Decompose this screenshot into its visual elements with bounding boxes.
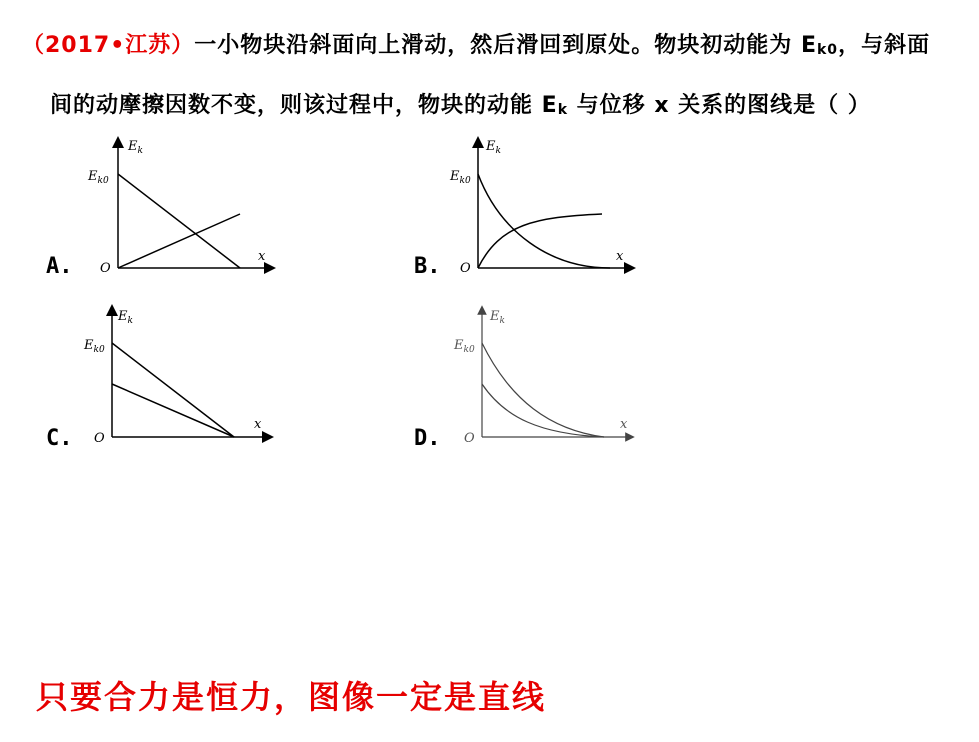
question-line2-tail: 与位移 x 关系的图线是（ ） xyxy=(568,93,871,118)
graph-b xyxy=(440,132,640,277)
graph-d-curve-up xyxy=(482,343,604,437)
question-line2-sub: k xyxy=(557,102,569,118)
svg-text:Ek0 xyxy=(83,338,105,355)
svg-text:Ek xyxy=(485,139,501,156)
graph-c xyxy=(78,300,278,445)
conclusion-note: 只要合力是恒力，图像一定是直线 xyxy=(36,678,547,716)
graph-b-ek0: E xyxy=(450,169,460,184)
graph-c-ek0-sub: k0 xyxy=(93,345,105,355)
graph-b-curve-down xyxy=(478,214,602,268)
graph-c-ek0: E xyxy=(84,338,94,353)
graph-a-xlabel: x xyxy=(258,249,266,264)
graph-c-ylabel-sub: k xyxy=(127,316,133,326)
graph-a xyxy=(80,132,280,277)
graph-d-origin: O xyxy=(464,431,475,445)
graph-b-xlabel: x xyxy=(616,249,624,264)
graph-d xyxy=(440,300,640,445)
graph-b-ylabel-sub: k xyxy=(495,146,501,156)
svg-text:Ek0 xyxy=(453,338,475,355)
question-line1-text: 一小物块沿斜面向上滑动，然后滑回到原处。物块初动能为 E xyxy=(194,33,817,58)
graph-a-line-up xyxy=(118,174,240,268)
graph-b-origin: O xyxy=(460,261,471,276)
graph-c-line-down xyxy=(112,384,234,437)
question-line-1 xyxy=(22,28,930,59)
graph-c-ylabel: E xyxy=(118,309,128,324)
graph-d-ek0-sub: k0 xyxy=(463,345,475,355)
question-source: （2017•江苏） xyxy=(22,33,195,58)
graph-d-ek0: E xyxy=(454,338,464,353)
graph-c-line-up xyxy=(112,343,234,437)
graph-a-ylabel: E xyxy=(128,139,138,154)
svg-text:Ek xyxy=(117,309,133,326)
svg-text:Ek0 xyxy=(87,169,109,186)
graph-d-ylabel: E xyxy=(490,309,500,324)
question-line1-tail: ，与斜面 xyxy=(838,33,931,58)
option-a-label: A. xyxy=(46,254,73,279)
graph-b-curve-up xyxy=(478,174,610,268)
svg-text:Ek xyxy=(127,139,143,156)
graph-c-origin: O xyxy=(94,431,105,445)
option-b-label: B. xyxy=(414,254,441,279)
graph-d-xlabel: x xyxy=(620,417,628,432)
question-line2-text: 间的动摩擦因数不变，则该过程中，物块的动能 E xyxy=(50,93,558,118)
graph-a-ek0: E xyxy=(88,169,98,184)
graph-a-ylabel-sub: k xyxy=(137,146,143,156)
graph-a-line-down xyxy=(118,214,240,268)
graph-c-xlabel: x xyxy=(254,417,262,432)
graph-a-ek0-sub: k0 xyxy=(97,176,109,186)
graph-b-ylabel: E xyxy=(486,139,496,154)
option-d-label: D. xyxy=(414,426,441,451)
graph-b-ek0-sub: k0 xyxy=(459,176,471,186)
option-c-label: C. xyxy=(46,426,73,451)
question-line1-sub: k0 xyxy=(817,42,839,58)
graph-d-ylabel-sub: k xyxy=(499,316,505,326)
question-line-2 xyxy=(50,88,871,119)
svg-text:Ek xyxy=(489,309,505,326)
graph-d-curve-down xyxy=(482,384,604,437)
svg-text:Ek0 xyxy=(449,169,471,186)
graph-a-origin: O xyxy=(100,261,111,276)
